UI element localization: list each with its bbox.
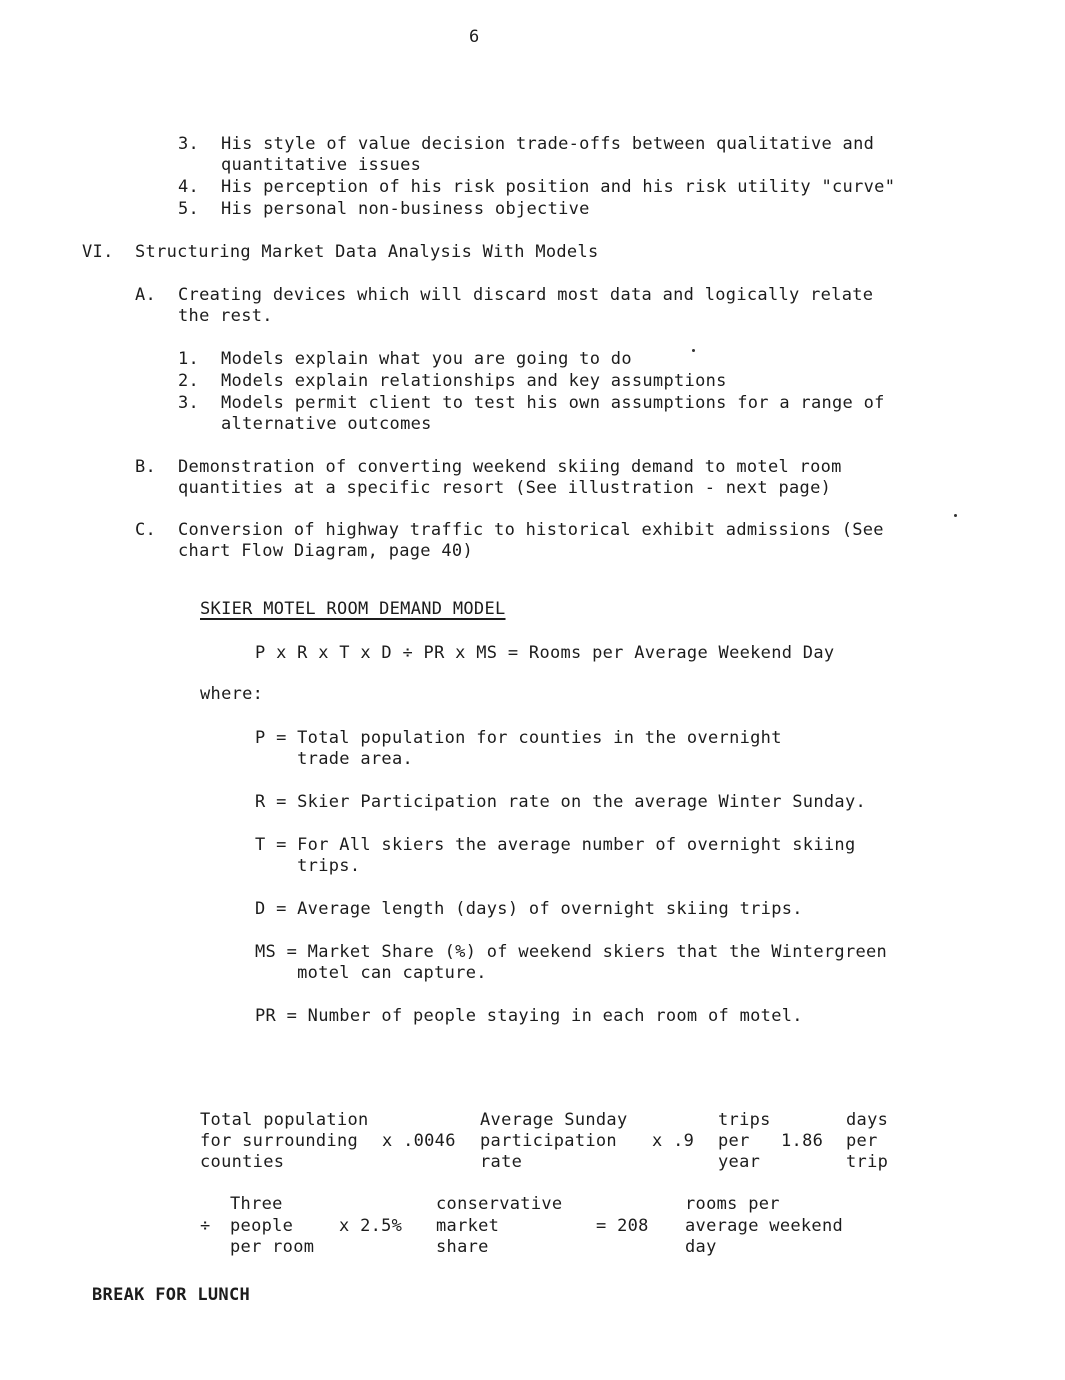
calc-rooms: average weekend — [685, 1216, 844, 1236]
where-label: where: — [200, 684, 264, 704]
calc-rooms: rooms per — [685, 1194, 780, 1214]
sublist-text: Models permit client to test his own assumptions for a range of — [221, 393, 885, 413]
list-item-text: His style of value decision trade-offs between qualitative and — [221, 134, 875, 154]
definition-t: T = For All skiers the average number of overnight skiing — [255, 835, 856, 855]
definition-r: R = Skier Participation rate on the average Winter Sunday. — [255, 792, 867, 812]
item-text: the rest. — [178, 306, 273, 326]
calc-participation: participation — [480, 1131, 617, 1151]
item-letter: B. — [135, 457, 157, 477]
sublist-number: 3. — [178, 393, 200, 413]
sublist-number: 1. — [178, 349, 200, 369]
page-number: 6 — [469, 27, 480, 47]
calc-trips: year — [718, 1152, 761, 1172]
definition-p: trade area. — [255, 749, 414, 769]
item-text: Creating devices which will discard most data and logically relate — [178, 285, 874, 305]
definition-d: D = Average length (days) of overnight skiing trips. — [255, 899, 803, 919]
list-item-text: His perception of his risk position and his risk utility "curve" — [221, 177, 896, 197]
calc-population: for surrounding — [200, 1131, 359, 1151]
item-text: Demonstration of converting weekend skiing demand to motel room — [178, 457, 842, 477]
sublist-number: 2. — [178, 371, 200, 391]
calc-result: = 208 — [596, 1216, 649, 1236]
footer-note: BREAK FOR LUNCH — [92, 1285, 251, 1305]
item-letter: A. — [135, 285, 157, 305]
item-text: quantities at a specific resort (See illustration - next page) — [178, 478, 832, 498]
calc-people: Three — [230, 1194, 283, 1214]
definition-t: trips. — [255, 856, 361, 876]
calc-days: per — [846, 1131, 878, 1151]
calc-population: Total population — [200, 1110, 369, 1130]
sublist-text: Models explain relationships and key assumptions — [221, 371, 727, 391]
list-item-text: quantitative issues — [221, 155, 422, 175]
sublist-text: alternative outcomes — [221, 414, 432, 434]
calc-divide-sign: ÷ — [200, 1216, 211, 1236]
item-text: Conversion of highway traffic to historical exhibit admissions (See — [178, 520, 884, 540]
calc-participation: Average Sunday — [480, 1110, 628, 1130]
sublist-text: Models explain what you are going to do — [221, 349, 632, 369]
calc-days: trip — [846, 1152, 889, 1172]
calc-trips: trips — [718, 1110, 771, 1130]
list-item-number: 4. — [178, 177, 200, 197]
scan-speck — [954, 514, 957, 517]
calc-multiplier: x .9 — [652, 1131, 695, 1151]
calc-population: counties — [200, 1152, 285, 1172]
definition-ms: MS = Market Share (%) of weekend skiers that the Wintergreen — [255, 942, 888, 962]
calc-days-value: 1.86 — [781, 1131, 824, 1151]
calc-share: conservative — [436, 1194, 563, 1214]
calc-days: days — [846, 1110, 889, 1130]
definition-pr: PR = Number of people staying in each room of motel. — [255, 1006, 803, 1026]
calc-trips: per — [718, 1131, 750, 1151]
calc-people: per room — [230, 1237, 315, 1257]
calc-multiplier: x 2.5% — [339, 1216, 403, 1236]
calc-share: share — [436, 1237, 489, 1257]
calc-multiplier: x .0046 — [382, 1131, 456, 1151]
list-item-text: His personal non-business objective — [221, 199, 590, 219]
section-title: Structuring Market Data Analysis With Models — [135, 242, 599, 262]
calc-participation: rate — [480, 1152, 523, 1172]
model-formula: P x R x T x D ÷ PR x MS = Rooms per Average Weekend Day — [255, 643, 835, 663]
definition-ms: motel can capture. — [255, 963, 487, 983]
calc-share: market — [436, 1216, 500, 1236]
section-number: VI. — [82, 242, 114, 262]
model-title: SKIER MOTEL ROOM DEMAND MODEL — [200, 599, 506, 619]
item-letter: C. — [135, 520, 157, 540]
list-item-number: 3. — [178, 134, 200, 154]
scan-speck — [692, 349, 695, 352]
calc-people: people — [230, 1216, 294, 1236]
definition-p: P = Total population for counties in the overnight — [255, 728, 782, 748]
item-text: chart Flow Diagram, page 40) — [178, 541, 473, 561]
list-item-number: 5. — [178, 199, 200, 219]
calc-rooms: day — [685, 1237, 717, 1257]
